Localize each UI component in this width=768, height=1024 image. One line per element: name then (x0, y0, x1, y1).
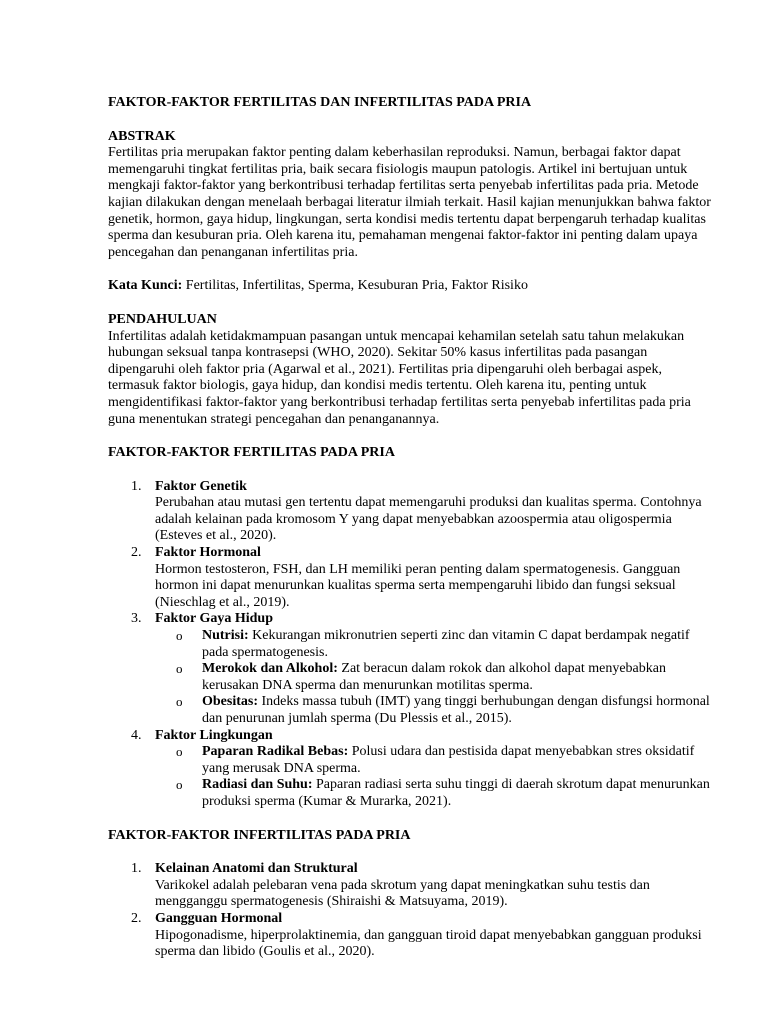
infertility-item-anatomy (108, 861, 712, 911)
keywords-paragraph (108, 278, 712, 295)
sub-item-text: Zat beracun dalam rokok dan alkohol dapat menyebabkan kerusakan DNA sperma dan menurunkan motilitas sperma. (202, 661, 666, 693)
sub-item-obesity (155, 694, 712, 727)
fertility-item-lifestyle (108, 611, 712, 727)
introduction-section (108, 312, 712, 428)
keywords-text: Fertilitas, Infertilitas, Sperma, Kesuburan Pria, Faktor Risiko (182, 278, 528, 294)
environment-sub-list (155, 744, 712, 810)
fertility-factor-list (108, 479, 712, 811)
sub-bullet: o (176, 628, 183, 644)
item-title: Faktor Lingkungan (155, 727, 273, 743)
list-number: 2. (131, 545, 142, 561)
fertility-item-genetic (108, 479, 712, 545)
sub-item-label: Merokok dan Alkohol: (202, 661, 338, 677)
sub-item-text: Kekurangan mikronutrien seperti zinc dan vitamin C dapat berdampak negatif pada spermatogenesis. (202, 628, 690, 660)
abstract-heading: ABSTRAK (108, 128, 176, 144)
list-number: 3. (131, 611, 142, 627)
abstract-section (108, 129, 712, 262)
abstract-text: Fertilitas pria merupakan faktor penting dalam keberhasilan reproduksi. Namun, berbagai faktor dapat memengaruhi tingkat fertilitas pria, baik secara fisiologis maupun patologis. Artikel ini bertujuan untuk mengkaji faktor-faktor yang berkontribusi terhadap fertilitas serta penyebab infertilitas pada pria. Metode kajian dilakukan dengan menelaah berbagai literatur ilmiah terkait. Hasil kajian menunjukkan bahwa faktor genetik, hormon, gaya hidup, lingkungan, serta kondisi medis tertentu dapat berpengaruh terhadap kualitas sperma dan kesuburan pria. Oleh karena itu, pemahaman mengenai faktor-faktor ini penting dalam upaya pencegahan dan penanganan infertilitas pria. (108, 145, 711, 260)
sub-item-label: Paparan Radikal Bebas: (202, 744, 349, 760)
sub-item-nutrition (155, 628, 712, 661)
sub-item-label: Obesitas: (202, 694, 258, 710)
list-number: 4. (131, 727, 142, 743)
sub-item-radiation-heat (155, 777, 712, 810)
item-title: Faktor Hormonal (155, 545, 261, 561)
item-title: Faktor Gaya Hidup (155, 611, 273, 627)
keywords-label: Kata Kunci: (108, 278, 183, 294)
introduction-heading: PENDAHULUAN (108, 311, 217, 327)
sub-item-text: Paparan radiasi serta suhu tinggi di daerah skrotum dapat menurunkan produksi sperma (Kumar & Murarka, 2021). (202, 777, 710, 809)
sub-item-label: Radiasi dan Suhu: (202, 777, 313, 793)
item-description: Perubahan atau mutasi gen tertentu dapat memengaruhi produksi dan kualitas sperma. Contohnya adalah kelainan pada kromosom Y yang dapat menyebabkan azoospermia atau oligospermia (Esteves et al., 2020). (155, 495, 702, 544)
fertility-heading: FAKTOR-FAKTOR FERTILITAS PADA PRIA (108, 445, 395, 461)
infertility-factor-list (108, 861, 712, 961)
sub-bullet: o (176, 744, 183, 760)
item-title: Kelainan Anatomi dan Struktural (155, 861, 358, 877)
item-description: Varikokel adalah pelebaran vena pada skrotum yang dapat meningkatkan suhu testis dan mengganggu spermatogenesis (Shiraishi & Matsuyama, 2019). (155, 877, 650, 910)
sub-item-smoking-alcohol (155, 661, 712, 694)
list-number: 2. (131, 910, 142, 926)
sub-bullet: o (176, 694, 183, 710)
list-number: 1. (131, 478, 142, 494)
sub-bullet: o (176, 661, 183, 677)
list-number: 1. (131, 861, 142, 877)
item-title: Gangguan Hormonal (155, 910, 283, 926)
sub-item-text: Polusi udara dan pestisida dapat menyebabkan stres oksidatif yang merusak DNA sperma. (202, 744, 695, 776)
infertility-item-hormonal (108, 911, 712, 961)
item-description: Hormon testosteron, FSH, dan LH memiliki peran penting dalam spermatogenesis. Gangguan hormon ini dapat menurunkan kualitas sperma serta mempengaruhi libido dan fungsi seksual (Nieschlag et al., 2019). (155, 561, 681, 610)
fertility-item-hormonal (108, 545, 712, 611)
sub-item-label: Nutrisi: (202, 628, 249, 644)
introduction-text: Infertilitas adalah ketidakmampuan pasangan untuk mencapai kehamilan setelah satu tahun melakukan hubungan seksual tanpa kontrasepsi (WHO, 2020). Sekitar 50% kasus infertilitas pada pasangan dipengaruhi oleh faktor pria (Agarwal et al., 2021). Fertilitas pria dipengaruhi oleh berbagai aspek, termasuk faktor biologis, gaya hidup, dan kondisi medis tertentu. Oleh karena itu, penting untuk mengidentifikasi faktor-faktor yang berkontribusi terhadap fertilitas serta penyebab infertilitas pada pria guna menentukan strategi pencegahan dan penanganannya. (108, 328, 691, 427)
item-title: Faktor Genetik (155, 478, 247, 494)
sub-item-text: Indeks massa tubuh (IMT) yang tinggi berhubungan dengan disfungsi hormonal dan penurunan jumlah sperma (Du Plessis et al., 2015). (202, 694, 710, 726)
fertility-section (108, 445, 712, 810)
sub-bullet: o (176, 777, 183, 793)
item-description: Hipogonadisme, hiperprolaktinemia, dan gangguan tiroid dapat menyebabkan gangguan produksi sperma dan libido (Goulis et al., 2020). (155, 927, 702, 960)
infertility-section (108, 828, 712, 961)
document-title: FAKTOR-FAKTOR FERTILITAS DAN INFERTILITAS PADA PRIA (108, 95, 532, 110)
fertility-item-environment (108, 728, 712, 811)
lifestyle-sub-list (155, 628, 712, 728)
sub-item-free-radicals (155, 744, 712, 777)
infertility-heading: FAKTOR-FAKTOR INFERTILITAS PADA PRIA (108, 827, 411, 843)
